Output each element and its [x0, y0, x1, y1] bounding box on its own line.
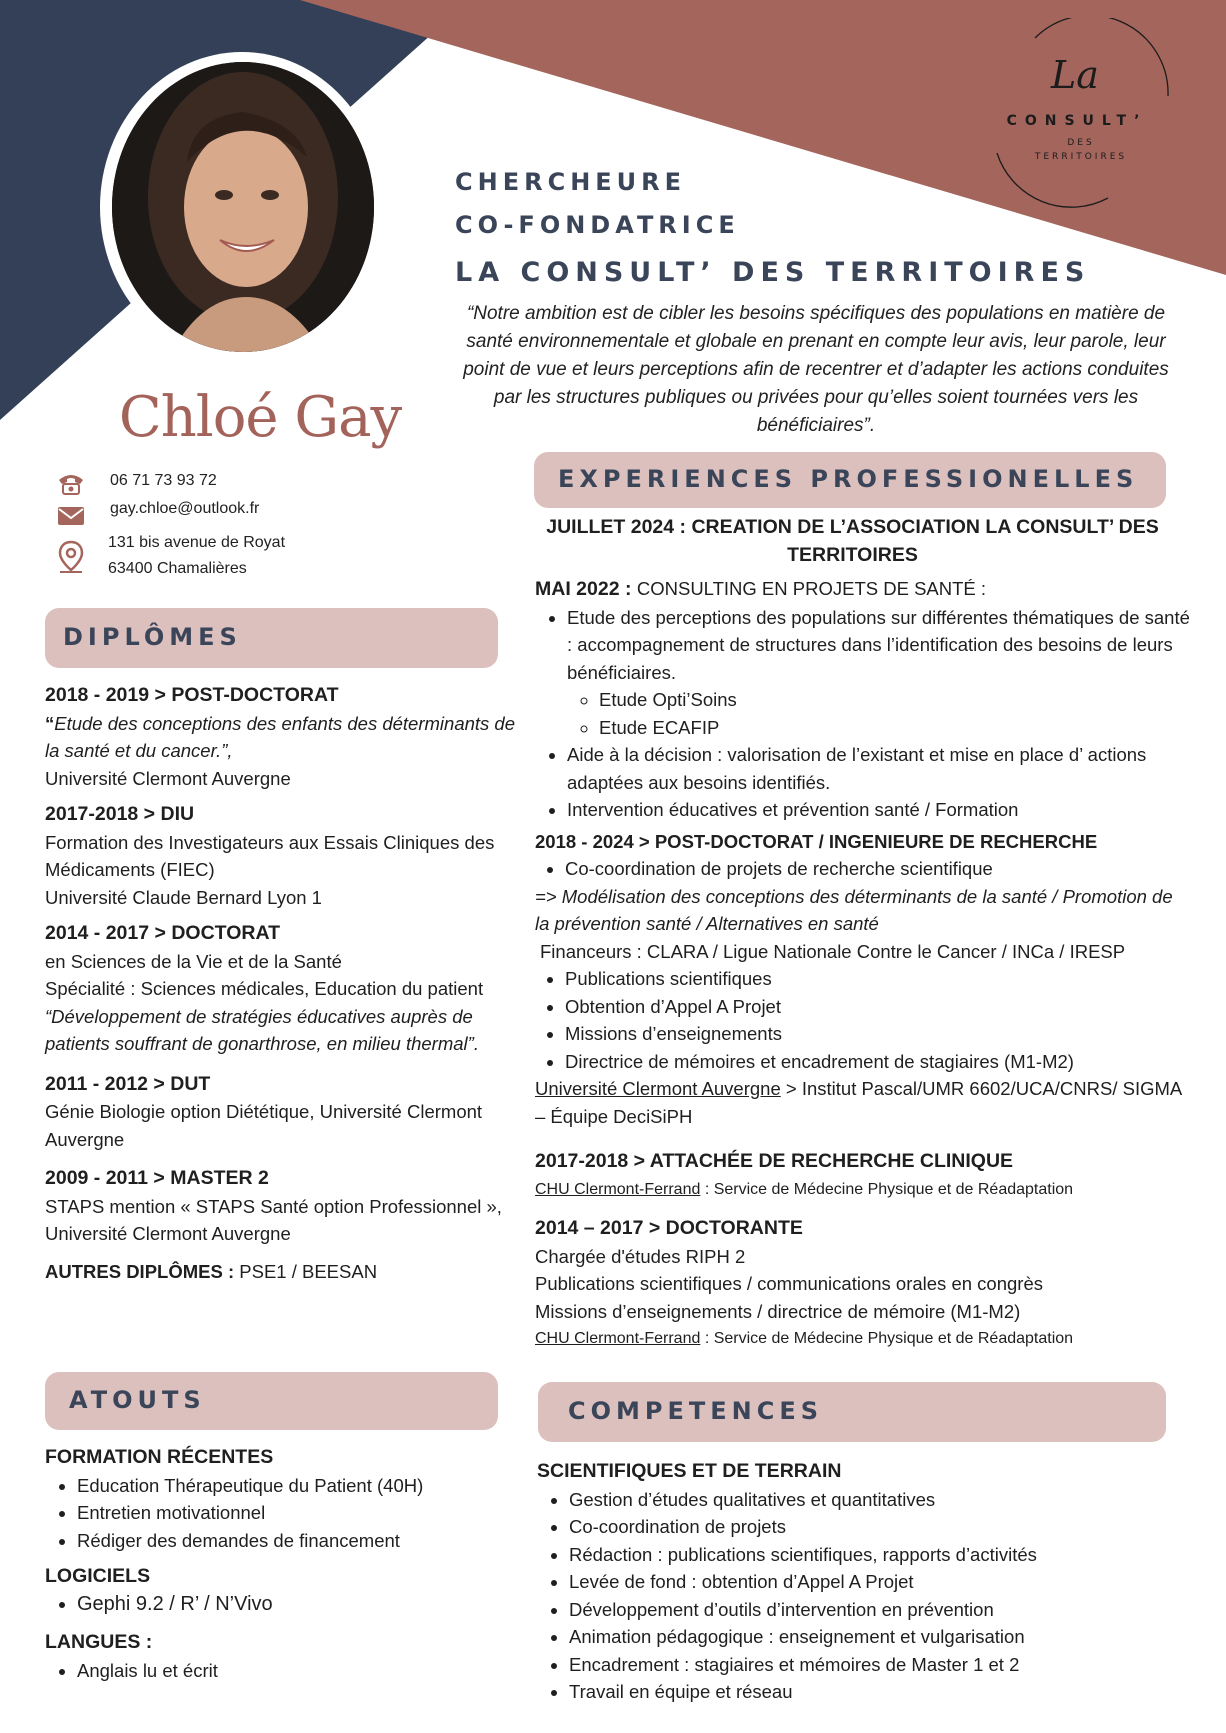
e2-list	[535, 604, 1190, 687]
e2-title: CONSULTING EN PROJETS DE SANTÉ :	[636, 578, 987, 599]
e2-list-2	[535, 741, 1190, 824]
list-item: • Aide à la décision : valorisation de l’existant et mise en place d’ actions adaptées aux besoins identifiés.	[567, 741, 1190, 796]
logiciels-title: LOGICIELS	[45, 1565, 151, 1587]
e3-list	[535, 855, 1190, 883]
d4-line1: Génie Biologie option Diététique, Université Clermont Auvergne	[45, 1101, 483, 1150]
section-title-competences: COMPETENCES	[568, 1397, 824, 1425]
mail-icon	[57, 505, 85, 527]
section-title-atouts: ATOUTS	[69, 1386, 206, 1414]
e3-university-rest: > Institut Pascal/UMR 6602/UCA/CNRS/ SIGMA – Équipe DeciSiPH	[535, 1078, 1182, 1127]
formation-list	[45, 1472, 515, 1555]
e4-link[interactable]: CHU Clermont-Ferrand	[535, 1180, 701, 1198]
section-header-diplomes	[45, 608, 498, 668]
competences-title: SCIENTIFIQUES ET DE TERRAIN	[537, 1460, 842, 1482]
list-item: • Education Thérapeutique du Patient (40H)	[77, 1472, 515, 1500]
list-item: • Directrice de mémoires et encadrement de stagiaires (M1-M2)	[565, 1048, 1190, 1076]
atouts-list	[45, 1444, 515, 1684]
list-item: • Animation pédagogique : enseignement et vulgarisation	[569, 1623, 1187, 1651]
person-name: Chloé Gay	[118, 385, 402, 450]
e5-line3: Missions d’enseignements / directrice de mémoire (M1-M2)	[535, 1300, 1021, 1322]
d4-years: 2011 - 2012 >	[45, 1072, 171, 1095]
d1-years: 2018 - 2019 >	[45, 684, 172, 706]
list-item: • Levée de fond : obtention d’Appel A Projet	[569, 1568, 1187, 1596]
e3-university-link[interactable]: Université Clermont Auvergne	[535, 1078, 781, 1099]
d5-years: 2009 - 2011 >	[45, 1167, 171, 1189]
d4-title: DUT	[170, 1072, 211, 1095]
autres-value: PSE1 / BEESAN	[234, 1260, 378, 1282]
title-chercheure: CHERCHEURE	[455, 168, 687, 196]
list-item: • Obtention d’Appel A Projet	[565, 993, 1190, 1021]
e3-title: 2018 - 2024 > POST-DOCTORAT / INGENIEURE DE RECHERCHE	[535, 830, 1098, 852]
d2-line1: Formation des Investigateurs aux Essais Cliniques des Médicaments (FIEC)	[45, 831, 495, 880]
list-item: • Entretien motivationnel	[77, 1499, 515, 1527]
d1-title: POST-DOCTORAT	[171, 684, 339, 706]
autres-label: AUTRES DIPLÔMES :	[45, 1260, 235, 1282]
e4-rest: : Service de Médecine Physique et de Réadaptation	[700, 1180, 1074, 1198]
section-title-diplomes: DIPLÔMES	[63, 623, 242, 651]
e5-link[interactable]: CHU Clermont-Ferrand	[535, 1330, 701, 1347]
list-item: • Rédaction : publications scientifiques, rapports d’activités	[569, 1541, 1187, 1569]
logo-line3: TERRITOIRES	[1034, 152, 1128, 162]
list-item: • Co-coordination de projets de recherche scientifique	[565, 855, 1190, 883]
list-item: ◦ Etude Opti’Soins	[599, 686, 1190, 714]
mission-quote: “Notre ambition est de cibler les besoins spécifiques des populations en matière de santé environnementale et globale en prenant en compte leur avis, leur parole, leur point de vue et leurs perceptions afin de recentrer et d’adapter les actions conduites par les structures publiques ou privées pour qu’elles soient tournées vers les bénéficiaires”.	[463, 303, 1169, 436]
list-item: • Publications scientifiques	[565, 965, 1190, 993]
experiences-list	[535, 514, 1190, 1353]
logo-line1: CONSULT’	[1006, 113, 1148, 129]
list-item: • Missions d’enseignements	[565, 1020, 1190, 1048]
logo	[985, 18, 1185, 208]
contact-address-2: 63400 Chamalières	[108, 560, 247, 577]
profile-photo	[112, 62, 374, 352]
list-item: • Rédiger des demandes de financement	[77, 1527, 515, 1555]
e3-model: => Modélisation des conceptions des déterminants de la santé / Promotion de la prévention santé / Alternatives en santé	[535, 885, 1173, 934]
phone-icon	[56, 470, 86, 496]
d5-line1: STAPS mention « STAPS Santé option Professionnel », Université Clermont Auvergne	[45, 1195, 502, 1244]
e4-title: 2017-2018 > ATTACHÉE DE RECHERCHE CLINIQUE	[535, 1150, 1014, 1172]
d1-quote-mark: “	[45, 712, 55, 734]
list-item: • Gephi 9.2 / R’ / N’Vivo	[77, 1591, 515, 1619]
list-item: • Travail en équipe et réseau	[569, 1678, 1187, 1706]
list-item: • Anglais lu et écrit	[77, 1657, 515, 1685]
logo-line2: DES	[1067, 138, 1095, 148]
logo-script: La	[1051, 53, 1099, 97]
e2-sublist	[535, 686, 1190, 741]
d1-text: Etude des conceptions des enfants des déterminants de la santé et du cancer.”,	[45, 712, 515, 761]
section-header-experiences	[534, 452, 1166, 508]
logiciels-list	[45, 1591, 515, 1619]
section-header-atouts	[45, 1372, 498, 1430]
title-organisation: LA CONSULT’ DES TERRITOIRES	[455, 257, 1091, 288]
section-title-experiences: EXPERIENCES PROFESSIONELLES	[558, 465, 1139, 493]
contact-address-1: 131 bis avenue de Royat	[108, 534, 286, 551]
e1-title: JUILLET 2024 : CREATION DE L’ASSOCIATION LA CONSULT’ DES TERRITOIRES	[546, 516, 1159, 566]
list-item: • Co-coordination de projets	[569, 1513, 1187, 1541]
list-item: • Encadrement : stagiaires et mémoires de Master 1 et 2	[569, 1651, 1187, 1679]
d3-line1: en Sciences de la Vie et de la Santé	[45, 950, 342, 972]
d3-line2: Spécialité : Sciences médicales, Education du patient	[45, 978, 484, 999]
section-header-competences	[538, 1382, 1166, 1442]
competences-list	[537, 1458, 1187, 1706]
list-item: • Gestion d’études qualitatives et quantitatives	[569, 1486, 1187, 1514]
list-item: • Intervention éducatives et prévention santé / Formation	[567, 796, 1190, 824]
d2-years: 2017-2018 >	[45, 803, 161, 825]
d3-years: 2014 - 2017 >	[45, 922, 172, 944]
contact-email[interactable]: gay.chloe@outlook.fr	[110, 500, 260, 517]
d3-line3: “Développement de stratégies éducatives auprès de patients souffrant de gonarthrose, en milieu thermal”.	[45, 1005, 479, 1054]
d3-title: DOCTORAT	[171, 922, 281, 944]
langues-list	[45, 1657, 515, 1685]
e5-title: 2014 – 2017 > DOCTORANTE	[535, 1217, 803, 1239]
e5-rest: : Service de Médecine Physique et de Réadaptation	[700, 1330, 1074, 1347]
list-item: • Etude des perceptions des populations sur différentes thématiques de santé : accompagnement de structures dans l’identification des besoins de leurs bénéficiaires.	[567, 604, 1190, 687]
formation-title: FORMATION RÉCENTES	[45, 1446, 274, 1468]
list-item: • Développement d’outils d’intervention en prévention	[569, 1596, 1187, 1624]
competences-items	[537, 1486, 1187, 1706]
d5-title: MASTER 2	[170, 1167, 269, 1189]
e5-line2: Publications scientifiques / communications orales en congrès	[535, 1273, 1043, 1294]
list-item: ◦ Etude ECAFIP	[599, 714, 1190, 742]
e2-date: MAI 2022 :	[535, 578, 637, 600]
diplomes-list	[45, 682, 515, 1285]
location-icon	[58, 540, 84, 574]
contact-phone: 06 71 73 93 72	[110, 472, 217, 489]
d1-university: Université Clermont Auvergne	[45, 767, 291, 789]
d2-title: DIU	[160, 803, 195, 825]
e3-financeurs: Financeurs : CLARA / Ligue Nationale Contre le Cancer / INCa / IRESP	[540, 940, 1126, 962]
d2-line2: Université Claude Bernard Lyon 1	[45, 886, 322, 908]
langues-title: LANGUES :	[45, 1631, 153, 1653]
e3-list-2	[535, 965, 1190, 1075]
title-cofondatrice: CO-FONDATRICE	[455, 211, 740, 239]
e5-line1: Chargée d'études RIPH 2	[535, 1245, 746, 1267]
